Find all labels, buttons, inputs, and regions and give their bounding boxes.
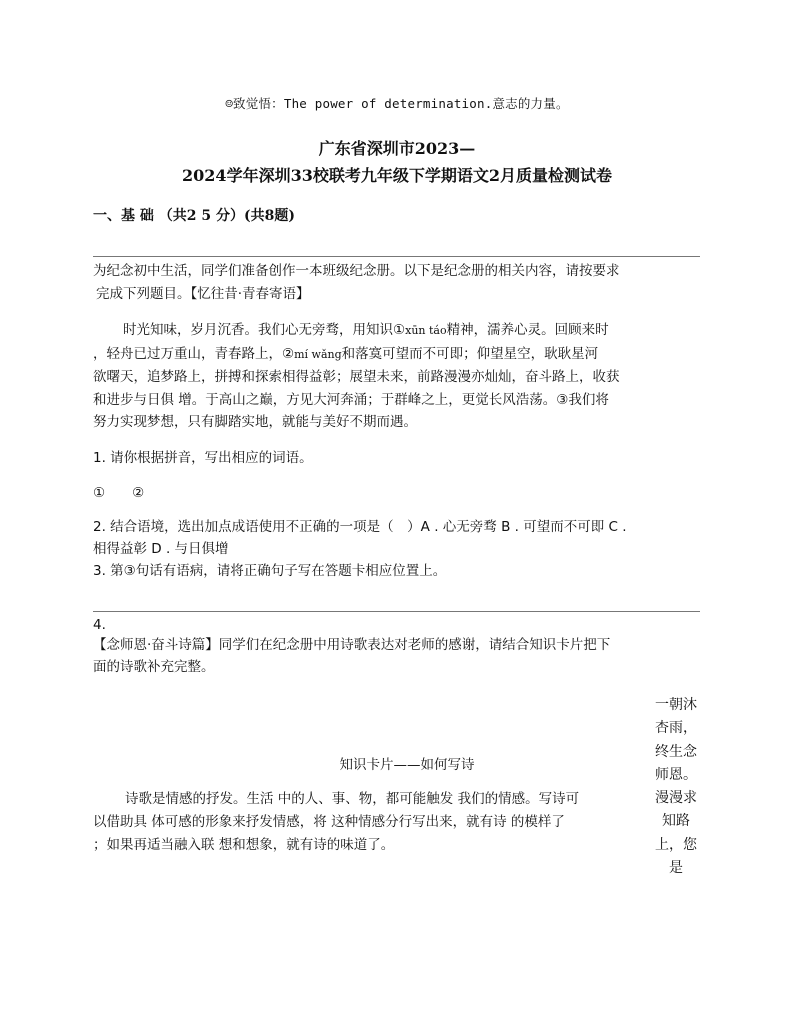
question-4-line2: 面的诗歌补充完整。 xyxy=(93,659,215,675)
passage-text: 和落寞可望而不可即；仰望星空，耿耿星河 xyxy=(341,345,599,362)
divider-top xyxy=(93,256,700,257)
passage-line2 xyxy=(93,343,703,367)
passage-text: 精神，濡养心灵。回顾来时 xyxy=(446,322,609,338)
exam-title-line2: 2024学年深圳33校联考九年级下学期语文2月质量检测试卷 xyxy=(182,166,612,185)
passage-text: 时光知味，岁月沉香。我们心无旁骛，用知识① xyxy=(123,322,406,338)
intro-line1: 为纪念初中生活，同学们准备创作一本班级纪念册。以下是纪念册的相关内容，请按要求 xyxy=(93,263,620,279)
passage-line1 xyxy=(93,319,703,343)
passage-line4: 和进步与日俱 增。于高山之巅，方见大河奔涌；于群峰之上，更觉长风浩荡。③我们将 xyxy=(93,391,609,408)
question-4-number: 4. xyxy=(93,617,106,633)
section-heading: 一、基 础 （共2 5 分）(共8题) xyxy=(93,208,295,224)
card-line2: 以借助具 体可感的形象来抒发情感，将 这种情感分行写出来，就有诗 的模样了 xyxy=(93,814,565,830)
motto-line: ☺致觉悟：The power of determination.意志的力量。 xyxy=(225,96,569,111)
passage xyxy=(93,319,703,434)
question-2 xyxy=(93,516,708,560)
passage-line5: 努力实现梦想，只有脚踏实地，就能与美好不期而遇。 xyxy=(93,414,417,430)
question-3: 3. 第③句话有语病，请将正确句子写在答题卡相应位置上。 xyxy=(93,563,447,579)
poem-column: 一朝沐杏雨，终生念师恩。漫漫求知路上，您是 xyxy=(655,697,697,877)
passage-line3: 欲曙天，追梦路上，拼搏和探索相得益彰；展望未来，前路漫漫亦灿灿，奋斗路上，收获 xyxy=(93,369,620,385)
card-line1: 诗歌是情感的抒发。生活 中的人、事、物，都可能触发 我们的情感。写诗可 xyxy=(125,791,580,807)
question-1-blanks: ① ② xyxy=(93,485,145,501)
passage-text: ，轻舟已过万重山，青春路上，② xyxy=(93,345,295,362)
knowledge-card-body xyxy=(93,788,648,857)
question-2-line1: 2. 结合语境，选出加点成语使用不正确的一项是（ ）A . 心无旁骛 B . 可望而不可即 C . xyxy=(93,519,627,535)
intro-line2: 完成下列题目。【忆往昔·青春寄语】 xyxy=(96,286,310,302)
question-2-line2: 相得益彰 D . 与日俱增 xyxy=(93,541,229,557)
card-line3: ；如果再适当融入联 想和想象，就有诗的味道了。 xyxy=(93,837,395,853)
pinyin-miwang: mí wǎng xyxy=(294,347,342,361)
exam-title-line1: 广东省深圳市2023— xyxy=(318,139,476,158)
question-4-line1: 【念师恩·奋斗诗篇】同学们在纪念册中用诗歌表达对老师的感谢，请结合知识卡片把下 xyxy=(93,637,611,653)
question-1: 1. 请你根据拼音，写出相应的词语。 xyxy=(93,450,313,466)
divider-middle xyxy=(93,611,700,612)
knowledge-card-title: 知识卡片——如何写诗 xyxy=(339,757,475,773)
pinyin-xuntao: xūn táo xyxy=(405,324,447,337)
